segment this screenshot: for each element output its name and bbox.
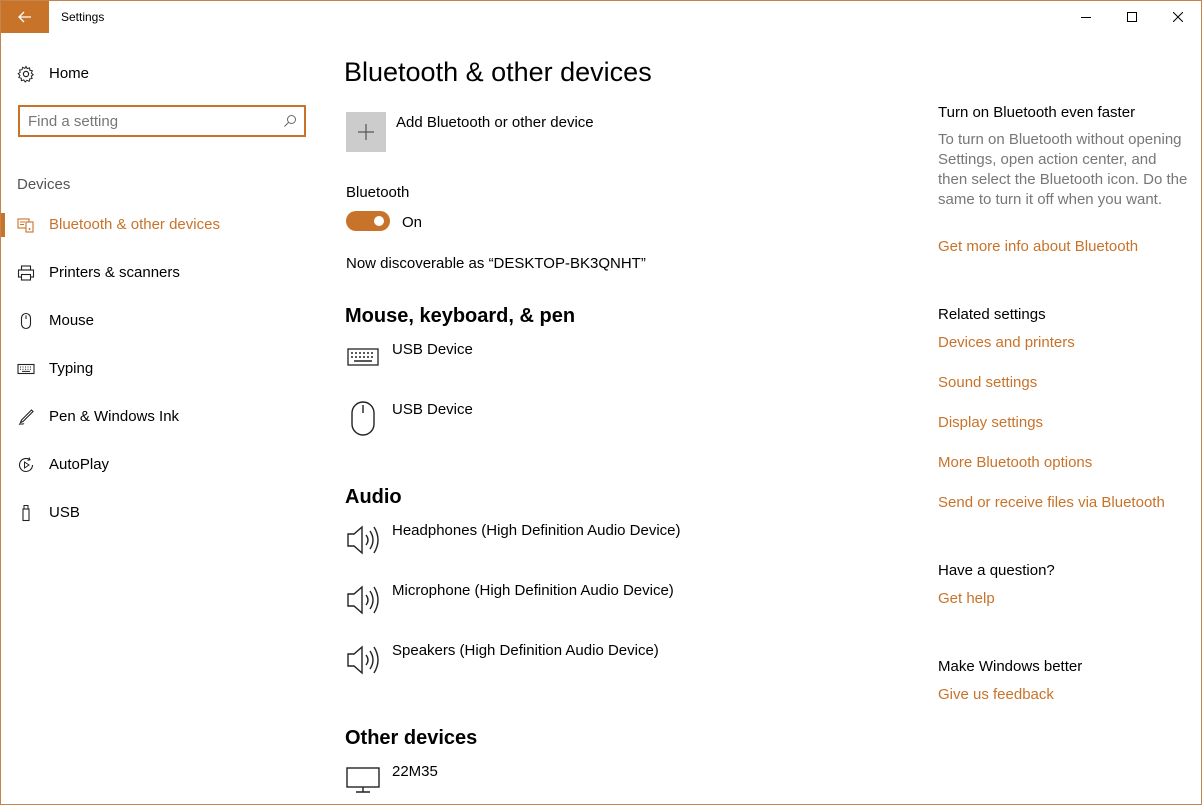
sidebar-item-usb[interactable] [1,493,323,533]
sidebar-home[interactable] [1,59,323,89]
toggle-knob [374,216,384,226]
sidebar-item-label: Printers & scanners [49,264,180,281]
usb-icon [17,504,35,522]
close-button[interactable] [1155,1,1201,33]
page-title: Bluetooth & other devices [344,57,652,87]
autoplay-icon [17,456,35,474]
search-input[interactable] [28,111,278,131]
related-panel [913,33,1201,803]
bluetooth-info-link[interactable]: Get more info about Bluetooth [938,238,1139,255]
search-icon[interactable] [283,114,297,128]
device-label: USB Device [392,341,473,358]
home-label: Home [49,65,90,82]
devices-section-label: Devices [17,176,71,193]
device-item[interactable] [345,341,905,391]
back-button[interactable] [1,1,49,33]
send-receive-files-link[interactable]: Send or receive files via Bluetooth [938,494,1165,511]
device-label: Microphone (High Definition Audio Device) [392,582,674,599]
minimize-button[interactable] [1063,1,1109,33]
plus-icon [357,123,375,141]
discoverable-text: Now discoverable as “DESKTOP-BK3QNHT” [346,255,646,272]
gear-icon [17,65,35,83]
speaker-icon [345,582,381,622]
faster-description: To turn on Bluetooth without opening Settings, open action center, and then select the Bluetooth icon. Do the same to turn it off when you want. [938,131,1188,208]
mouse-icon [345,401,381,441]
pen-icon [17,408,35,426]
device-item[interactable] [345,642,905,692]
device-label: 22M35 [392,763,438,780]
bluetooth-label: Bluetooth [346,184,410,201]
sound-settings-link[interactable]: Sound settings [938,374,1038,391]
sidebar-item-label: Bluetooth & other devices [49,216,220,233]
device-item[interactable] [345,763,905,805]
back-arrow-icon [18,11,32,23]
sidebar-item-autoplay[interactable] [1,445,323,485]
sidebar-item-bluetooth[interactable] [1,205,323,245]
keyboard-icon [17,360,35,378]
sidebar-item-label: Mouse [49,312,95,329]
mouse-icon [17,312,35,330]
devices-printers-link[interactable]: Devices and printers [938,334,1075,351]
close-icon [1173,12,1183,22]
device-item[interactable] [345,582,905,632]
device-label: USB Device [392,401,473,418]
question-title: Have a question? [938,562,1055,579]
active-indicator [1,213,5,237]
sidebar [1,33,323,803]
audio-devices-title: Audio [345,486,402,508]
sidebar-item-label: AutoPlay [49,456,110,473]
device-label: Speakers (High Definition Audio Device) [392,642,659,659]
more-bluetooth-options-link[interactable]: More Bluetooth options [938,454,1093,471]
bluetooth-state: On [402,214,423,231]
faster-title: Turn on Bluetooth even faster [938,104,1136,121]
related-settings-title: Related settings [938,306,1046,323]
device-label: Headphones (High Definition Audio Device) [392,522,681,539]
device-item[interactable] [345,522,905,572]
bluetooth-devices-icon [17,216,35,234]
main-content [323,33,913,803]
sidebar-item-label: Pen & Windows Ink [49,408,180,425]
maximize-button[interactable] [1109,1,1155,33]
sidebar-item-mouse[interactable] [1,301,323,341]
minimize-icon [1081,12,1091,22]
sidebar-item-pen[interactable] [1,397,323,437]
display-settings-link[interactable]: Display settings [938,414,1044,431]
input-devices-title: Mouse, keyboard, & pen [345,305,576,327]
bluetooth-toggle[interactable] [346,211,390,231]
speaker-icon [345,522,381,562]
keyboard-icon [345,341,381,381]
maximize-icon [1127,12,1137,22]
speaker-icon [345,642,381,682]
get-help-link[interactable]: Get help [938,590,995,607]
sidebar-item-printers[interactable] [1,253,323,293]
feedback-link[interactable]: Give us feedback [938,686,1054,703]
sidebar-item-typing[interactable] [1,349,323,389]
title-bar [1,1,1201,33]
search-box[interactable] [18,105,306,137]
add-device-button[interactable] [346,112,386,152]
other-devices-title: Other devices [345,727,478,749]
device-item[interactable] [345,401,905,451]
monitor-icon [345,763,381,803]
sidebar-item-label: Typing [49,360,94,377]
app-title: Settings [61,10,105,24]
add-device-label[interactable]: Add Bluetooth or other device [396,114,594,131]
feedback-title: Make Windows better [938,658,1083,675]
sidebar-item-label: USB [49,504,80,521]
printer-icon [17,264,35,282]
